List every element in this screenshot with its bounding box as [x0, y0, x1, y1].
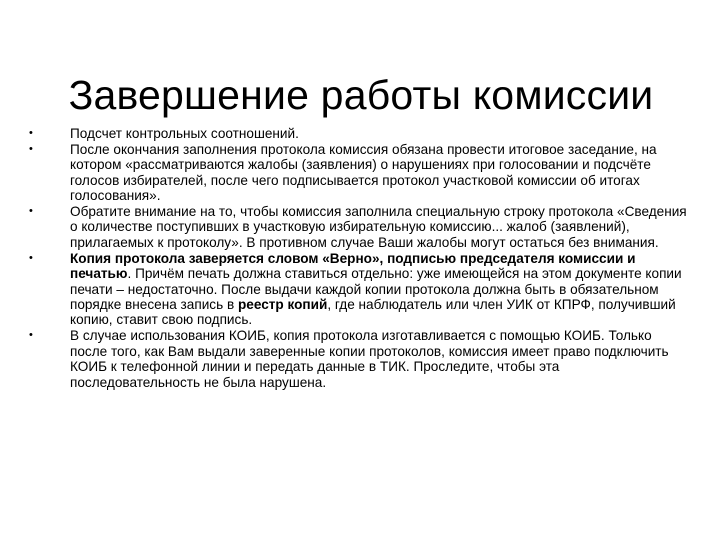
bullet-item [29, 250, 688, 328]
bullet-text-bold: Копия протокола заверяется словом «Верно», подписью председателя комиссии и печатью [70, 250, 636, 282]
bullet-dot-icon: • [29, 251, 33, 264]
bullet-item [29, 126, 688, 141]
bullet-item [29, 141, 688, 204]
bullet-text-bold: реестр копий [237, 296, 328, 312]
bullet-dot-icon: • [29, 329, 33, 342]
bullet-list [29, 126, 688, 390]
bullet-text: В случае использования КОИБ, копия протокола изготавливается с помощью КОИБ. Только после того, как Вам выдали заверенные копии протоколов, комиссия имеет право подключить КОИБ к телефонной линии и передать данные в ТИК. Проследите, чтобы эта последовательность не была нарушена. [70, 328, 669, 390]
bullet-dot-icon: • [29, 142, 33, 155]
bullet-text: Подсчет контрольных соотношений. [70, 126, 299, 141]
bullet-item [29, 328, 688, 390]
bullet-text: , где наблюдатель или член УИК от КПРФ, получивший копию, ставит свою подпись. [70, 296, 676, 328]
bullet-dot-icon: • [29, 127, 33, 139]
slide-title: Завершение работы комиссии [68, 72, 654, 119]
bullet-text: Обратите внимание на то, чтобы комиссия заполнила специальную строку протокола «Сведения о количестве поступивших в участковую избирательную комиссию... жалоб (заявлений), прилагаемых к протоколу». В противном случае Ваши жалобы могут остаться без внимания. [70, 204, 687, 250]
bullet-item [29, 204, 688, 250]
bullet-text: . Причём печать должна ставиться отдельно: уже имеющейся на этом документе копии печати – недостаточно. После выдачи каждой копии протокола должна быть в обязательном порядке внесена запись в [70, 266, 682, 312]
bullet-dot-icon: • [29, 205, 33, 218]
bullet-text: После окончания заполнения протокола комиссия обязана провести итоговое заседание, на котором «рассматриваются жалобы (заявления) о нарушениях при голосовании и подсчёте голосов избирателей, после чего подписывается протокол участковой комиссии об итогах голосования». [70, 141, 657, 204]
